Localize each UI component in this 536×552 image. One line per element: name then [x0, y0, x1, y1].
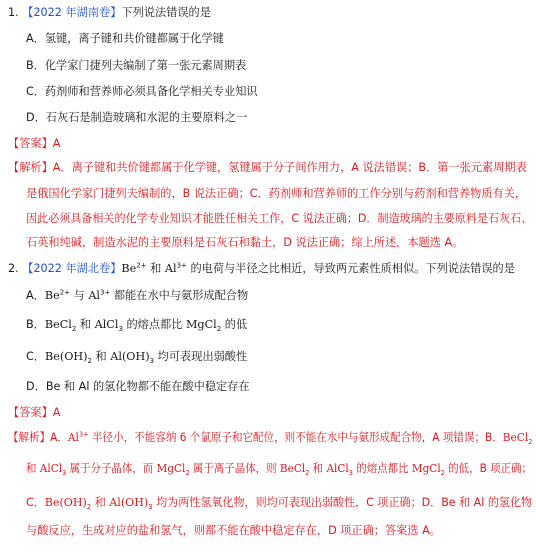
q2-option-b	[26, 318, 247, 332]
q2-an-l2-sub4: 3	[348, 469, 353, 478]
q2-option-c-sub: 2	[87, 357, 92, 366]
q2-an-l2d: 的熔点都比	[352, 462, 412, 475]
q2-an-l2-sub2: 2	[185, 469, 190, 478]
q2-option-d-text: Be 和 Al 的氢化物都不能在酸中稳定存在	[45, 380, 250, 393]
q2-an-l3c: 均为两性氢氧化物，则均可表现出弱酸性，C 项正确；D．Be 和 Al 的氢化物	[152, 496, 533, 509]
q2-stem-al-charge: 3+	[176, 261, 187, 270]
q2-an-l1b: 半径小，不能容纳 6 个氯原子和它配位，则不能在水中与氨形成配合物，A 项错误；B．	[88, 431, 503, 444]
q2-an-l2-mgcl: MgCl	[156, 462, 186, 475]
q2-option-b-mid2: 的熔点都比	[122, 318, 186, 331]
q2-number: 2.	[8, 262, 19, 275]
q2-option-c-label: C．	[26, 350, 45, 363]
q2-option-a	[26, 289, 248, 303]
q2-an-l2-mgcl2: MgCl	[411, 462, 441, 475]
q2-option-b-mgcl: MgCl	[185, 318, 217, 331]
q2-option-a-al-charge: 3+	[100, 288, 111, 297]
q2-option-a-mid: 与	[70, 289, 89, 302]
q1-analysis-line-2: 是俄国化学家门捷列夫编制的，B 说法正确；C．药剂师和营养师的工作分别与药剂和营养物质有关，	[26, 187, 527, 200]
q2-option-a-rest: 都能在水中与氨形成配合物	[110, 289, 249, 302]
q2-an-l1a: 【解析】A．	[8, 431, 68, 444]
q2-option-a-label: A．	[26, 289, 45, 302]
q2-option-c	[26, 350, 247, 364]
q2-an-l3-sub2: 3	[148, 503, 153, 512]
q2-stem-al: Al	[164, 262, 177, 275]
q2-answer: 【答案】A	[8, 406, 61, 419]
q2-analysis-line-3	[26, 496, 532, 510]
q2-option-c-sub2: 3	[149, 357, 155, 366]
q2-source: 【2022 年湖北卷】	[22, 262, 122, 275]
q2-option-b-sub2: 3	[118, 325, 123, 334]
q2-stem-line	[8, 262, 515, 276]
q2-option-b-mid: 和	[76, 318, 95, 331]
q2-option-b-rest: 的低	[221, 318, 248, 331]
q2-an-l2-alcl2: AlCl	[326, 462, 349, 475]
q2-analysis-line-4: 与酸反应，生成对应的盐和氢气，则都不能在酸中稳定存在，D 项正确；答案选 A。	[26, 524, 441, 537]
q1-option-a: A．氢键，离子键和共价键都属于化学键	[26, 32, 224, 45]
q1-option-c: C．药剂师和营养师必须具备化学相关专业知识	[26, 85, 258, 98]
q2-option-d	[26, 380, 250, 394]
q2-analysis-line-2	[26, 462, 532, 476]
q2-option-b-alcl: AlCl	[94, 318, 119, 331]
q1-option-b: B．化学家门捷列夫编制了第一张元素周期表	[26, 59, 247, 72]
q2-an-l1-sub: 2	[528, 438, 533, 447]
q1-answer: 【答案】A	[8, 137, 61, 150]
q2-an-l3-aloh: Al(OH)	[109, 496, 149, 509]
q2-an-l2-sub5: 2	[440, 469, 445, 478]
q2-option-c-rest: 均可表现出弱酸性	[154, 350, 248, 363]
q1-analysis-line-3: 因此必须具备相关的化学专业知识才能胜任相关工作，C 说法正确；D．制造玻璃的主要原料是石灰石、	[26, 212, 533, 225]
q1-analysis-line-1: 【解析】A．离子键和共价键都属于化学键，氢键属于分子间作用力，A 说法错误；B．第一张元素周期表	[8, 161, 527, 174]
q2-an-l1-al: Al	[67, 431, 79, 444]
q2-option-b-sub3: 2	[216, 325, 222, 334]
q2-an-l1-becl: BeCl	[502, 431, 529, 444]
q2-an-l2a: 属于分子晶体，而	[66, 462, 157, 475]
q2-an-l2-alcl: 和 AlCl	[26, 462, 63, 475]
q2-option-d-label: D．	[26, 380, 46, 393]
q1-stem-line	[8, 6, 211, 20]
q1-stem: 下列说法错误的是	[121, 6, 211, 19]
q2-an-l2-becl: BeCl	[279, 462, 306, 475]
q2-an-l3-beoh: Be(OH)	[44, 496, 87, 509]
q2-option-c-beoh: Be(OH)	[45, 350, 88, 363]
q2-an-l2e: 的低，B 项正确；	[444, 462, 532, 475]
q2-an-l3a: C．	[26, 496, 45, 509]
q2-option-b-label: B．	[26, 318, 45, 331]
q2-stem-and: 和	[146, 262, 165, 275]
q2-an-l2c: 和	[309, 462, 327, 475]
q2-option-a-be: Be	[44, 289, 60, 302]
q2-an-l2-sub: 3	[62, 469, 67, 478]
q2-an-l3-sub: 2	[86, 503, 92, 512]
q2-option-b-becl: BeCl	[44, 318, 72, 331]
q2-an-l2b: 属于离子晶体，则	[189, 462, 280, 475]
q2-option-c-aloh: Al(OH)	[110, 350, 150, 363]
q1-source: 【2022 年湖南卷】	[22, 6, 122, 19]
q2-analysis-line-1	[8, 431, 532, 445]
q2-option-a-al: Al	[88, 289, 100, 302]
q2-stem-be: Be	[121, 262, 137, 275]
q1-option-d: D．石灰石是制造玻璃和水泥的主要原料之一	[26, 111, 248, 124]
q1-analysis-line-4: 石英和纯碱，制造水泥的主要原料是石灰石和黏土，D 说法正确；综上所述，本题选 A。	[26, 236, 464, 249]
q2-option-b-sub: 2	[71, 325, 77, 334]
q1-number: 1.	[8, 6, 19, 19]
q2-an-l3b: 和	[91, 496, 110, 509]
q2-option-c-mid: 和	[91, 350, 111, 363]
q2-stem-be-charge: 2+	[136, 261, 147, 270]
q2-an-l2-sub3: 2	[305, 469, 310, 478]
q2-option-a-be-charge: 2+	[59, 288, 71, 297]
q2-an-l1-sup: 3+	[78, 430, 89, 439]
q2-stem-rest: 的电荷与半径之比相近，导致两元素性质相似。下列说法错误的是	[186, 262, 515, 275]
